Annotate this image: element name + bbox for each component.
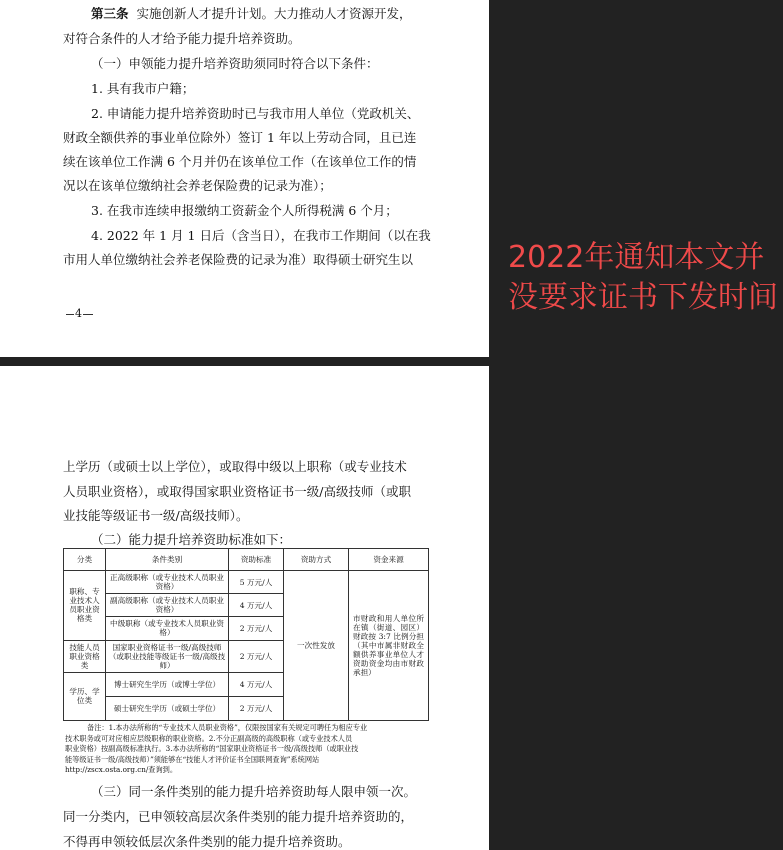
text-line: 市用人单位缴纳社会养老保险费的记录为准）取得硕士研究生以: [63, 252, 414, 267]
method-cell: 一次性发放: [284, 571, 349, 721]
table-header: 资助标准: [229, 549, 284, 571]
category-cell: 技能人员职业资格类: [64, 640, 106, 672]
table-header: 资金来源: [349, 549, 429, 571]
note-line: http://zscx.osta.org.cn/查询到。: [65, 765, 178, 774]
table-header-row: [64, 549, 429, 571]
table-header: 分类: [64, 549, 106, 571]
condition-cell: 中级职称（或专业技术人员职业资格）: [106, 617, 229, 640]
table-header: 资助方式: [284, 549, 349, 571]
document-page-top: [0, 0, 489, 357]
note-line: 能等级证书一级/高级技师）”须能够在“技能人才评价证书全国联网查询”系统网站: [65, 754, 320, 764]
text-line: 实施创新人才提升计划。大力推动人才资源开发，: [136, 6, 412, 21]
text-line: 不得再申领较低层次条件类别的能力提升培养资助。: [63, 834, 351, 849]
article-number: 第三条: [91, 6, 129, 21]
article-line: [91, 6, 411, 21]
text-line: 3. 在我市连续申报缴纳工资薪金个人所得税满 6 个月；: [91, 203, 398, 218]
text-line: 财政全额供养的事业单位除外）签订 1 年以上劳动合同，且已连: [63, 130, 417, 145]
condition-cell: 正高级职称（或专业技术人员职业资格）: [106, 571, 229, 594]
text-line: 人员职业资格），或取得国家职业资格证书一级/高级技师（或职: [63, 484, 411, 499]
text-line: 况以在该单位缴纳社会养老保险费的记录为准）；: [63, 178, 332, 193]
table-note: [65, 723, 430, 776]
source-cell: 市财政和用人单位所在镇（街道、园区）财政按 3:7 比例分担（其中市属非财政全额供养事业单位人才资助资金均由市财政承担）: [349, 571, 429, 721]
amount-cell: 2 万元/人: [229, 696, 284, 720]
amount-cell: 2 万元/人: [229, 617, 284, 640]
page-number-dash: [83, 314, 93, 315]
subsidy-standard-table: [63, 548, 429, 721]
text-line: 1. 具有我市户籍；: [91, 81, 195, 96]
condition-cell: 副高级职称（或专业技术人员职业资格）: [106, 594, 229, 617]
amount-cell: 4 万元/人: [229, 594, 284, 617]
amount-cell: 2 万元/人: [229, 640, 284, 672]
category-cell: 职称、专业技术人员职业资格类: [64, 571, 106, 640]
table-header: 条件类别: [106, 549, 229, 571]
text-line: 业技能等级证书一级/高级技师）。: [63, 508, 249, 523]
amount-cell: 5 万元/人: [229, 571, 284, 594]
category-cell: 学历、学位类: [64, 672, 106, 720]
condition-cell: 国家职业资格证书一级/高级技师（或职业技能等级证书一级/高级技师）: [106, 640, 229, 672]
table-row: [64, 571, 429, 594]
page-number: 4: [75, 307, 82, 320]
amount-cell: 4 万元/人: [229, 672, 284, 696]
note-line: 技术职务或可对应相应层级职称的职业资格。2.不分正副高级的高级职称（或专业技术人员: [65, 733, 353, 743]
document-page-bottom: [0, 366, 489, 850]
condition-cell: 博士研究生学历（或博士学位）: [106, 672, 229, 696]
section-heading: （一）申领能力提升培养资助须同时符合以下条件：: [91, 56, 379, 71]
text-line: 4. 2022 年 1 月 1 日后（含当日），在我市工作期间（以在我: [91, 228, 431, 243]
text-line: （三）同一条件类别的能力提升培养资助每人限申领一次。: [91, 784, 417, 799]
section-heading: （二）能力提升培养资助标准如下：: [91, 532, 292, 547]
note-line: 职业资格）按副高级标准执行。3.本办法所称的“国家职业资格证书一级/高级技师（或职业技: [65, 744, 359, 753]
condition-cell: 硕士研究生学历（或硕士学位）: [106, 696, 229, 720]
note-line: 备注：1.本办法所称的“专业技术人员职业资格”，仅限按国家有关规定可聘任为相应专业: [87, 723, 368, 732]
text-line: 上学历（或硕士以上学位），或取得中级以上职称（或专业技术: [63, 459, 407, 474]
text-line: 续在该单位工作满 6 个月并仍在该单位工作（在该单位工作的情: [63, 154, 417, 169]
annotation-overlay: 2022年通知本文并没要求证书下发时间: [508, 240, 778, 315]
text-line: 对符合条件的人才给予能力提升培养资助。: [63, 31, 301, 46]
text-line: 同一分类内，已申领较高层次条件类别的能力提升培养资助的，: [63, 809, 414, 824]
page-number-dash: [66, 314, 74, 315]
text-line: 2. 申请能力提升培养资助时已与我市用人单位（党政机关、: [91, 106, 420, 121]
